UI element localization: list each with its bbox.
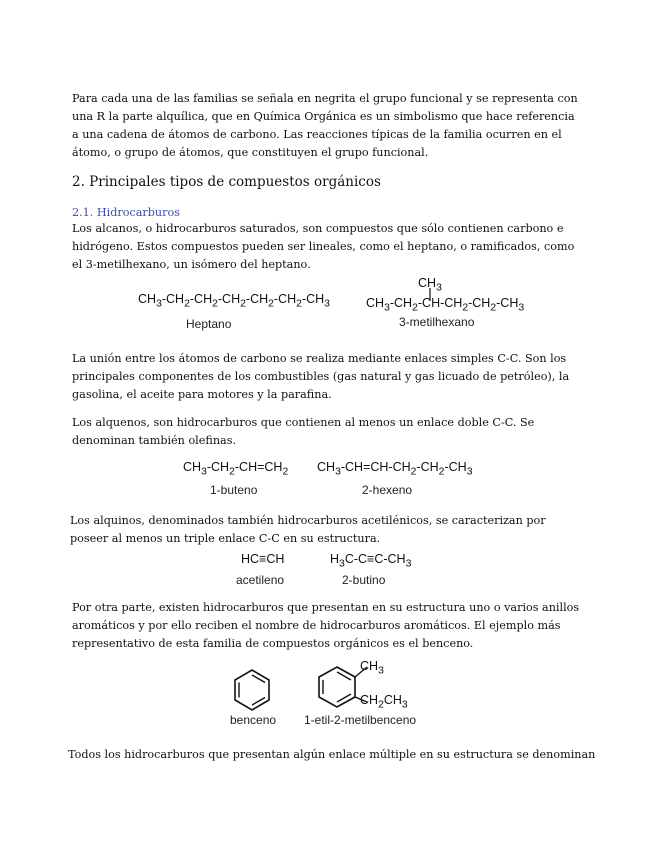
intro-paragraph: Para cada una de las familias se señala en negrita el grupo funcional y se representa con una R la parte alquílica, que en Química Orgánica es un simbolismo que hace referencia a una cadena de átomos de carbono. Las reacciones típicas de la familia ocurren en el átomo, o grupo de átomos, que constituyen el grupo funcional. xyxy=(72,92,578,159)
etilmetilbenceno-caption: 1-etil-2-metilbenceno xyxy=(304,713,417,727)
metilhexano-caption: 3-metilhexano xyxy=(399,315,475,329)
metilhexano-branch: $CH_3$ xyxy=(418,276,442,294)
union-paragraph: La unión entre los átomos de carbono se realiza mediante enlaces simples C-C. Son los principales componentes de los combustibles (gas natural y gas licuado de petróleo), la gasolina, el aceite para motores y la parafina. xyxy=(72,352,570,401)
etilmetilbenceno-sub1: $CH_3$ xyxy=(360,659,384,677)
section-heading: 2. Principales tipos de compuestos orgánicos xyxy=(72,174,381,190)
butino-caption: 2-butino xyxy=(342,573,386,587)
acetileno-formula: HC≡CH xyxy=(241,552,285,566)
metilhexano-formula: $CH_3-CH_2-CH-CH_2-CH_2-CH_3$ xyxy=(366,296,525,314)
benceno-caption: benceno xyxy=(230,713,277,727)
multiple-paragraph: Todos los hidrocarburos que presentan algún enlace múltiple en su estructura se denominan xyxy=(68,748,596,761)
alcanos-paragraph: Los alcanos, o hidrocarburos saturados, son compuestos que sólo contienen carbono e hidrógeno. Estos compuestos pueden ser lineales, como el heptano, o ramificados, como el 3-metilhexano, un isómero del heptano. xyxy=(72,222,575,271)
alquinos-paragraph: Los alquinos, denominados también hidrocarburos acetilénicos, se caracterizan por poseer al menos un triple enlace C-C en su estructura. xyxy=(70,514,546,545)
etilmetilbenceno-sub2: $CH_2CH_3$ xyxy=(360,693,408,711)
heptano-caption: Heptano xyxy=(186,317,232,331)
acetileno-caption: acetileno xyxy=(236,573,285,587)
hexeno-formula: $CH_3-CH=CH-CH_2-CH_2-CH_3$ xyxy=(317,460,473,478)
heptano-formula: $CH_3-CH_2-CH_2-CH_2-CH_2-CH_2-CH_3$ xyxy=(138,292,330,310)
buteno-caption: 1-buteno xyxy=(210,483,258,497)
buteno-formula: $CH_3-CH_2-CH=CH_2$ xyxy=(183,460,289,478)
aromaticos-paragraph: Por otra parte, existen hidrocarburos que presentan en su estructura uno o varios anillos aromáticos y por ello reciben el nombre de hidrocarburos aromáticos. El ejemplo más representativo de esta familia de compuestos orgánicos es el benceno. xyxy=(72,601,580,650)
butino-formula: $H_3C-C\equiv C-CH_3$ xyxy=(330,552,412,570)
alquenos-paragraph: Los alquenos, son hidrocarburos que contienen al menos un enlace doble C-C. Se denominan también olefinas. xyxy=(72,416,535,447)
hexeno-caption: 2-hexeno xyxy=(362,483,413,497)
benceno-ring xyxy=(232,668,272,712)
subsection-heading: 2.1. Hidrocarburos xyxy=(72,206,180,219)
